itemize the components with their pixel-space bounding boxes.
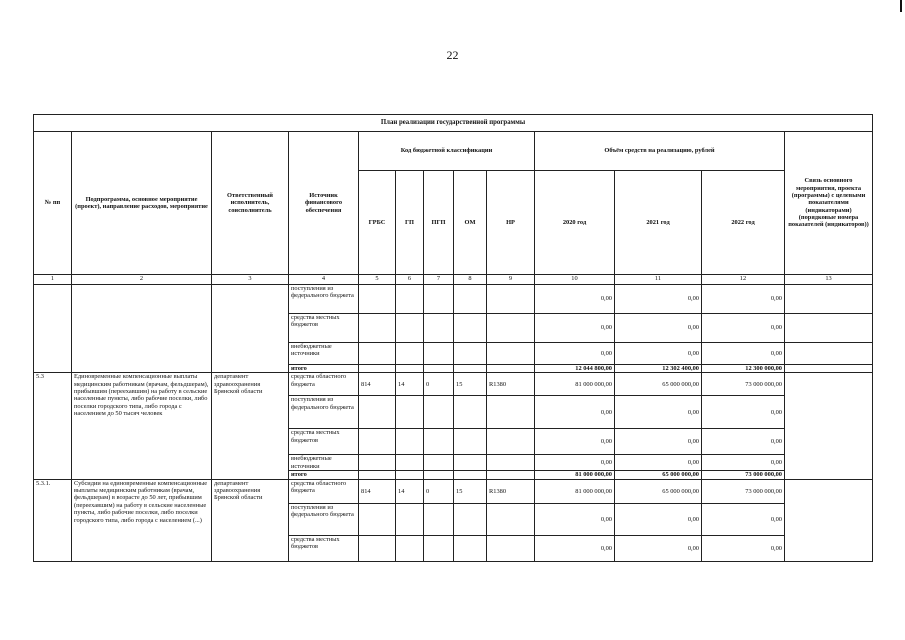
index-cell: 4 [289, 275, 359, 285]
cell-2020: 0,00 [535, 503, 615, 535]
column-index-row [34, 275, 873, 285]
cell-nr: R1380 [487, 479, 535, 503]
header-2022: 2022 год [702, 171, 785, 275]
cell-2021: 0,00 [615, 455, 702, 471]
index-cell: 10 [535, 275, 615, 285]
cell-pgp: 0 [424, 479, 454, 503]
header-subprogram: Подпрограмма, основное мероприятие (проект), направление расходов, мероприятие [72, 132, 212, 275]
cell-source: средства местных бюджетов [289, 429, 359, 455]
index-cell: 12 [702, 275, 785, 285]
cell-2021: 0,00 [615, 429, 702, 455]
cell-2021: 0,00 [615, 396, 702, 429]
cell-om: 15 [454, 373, 487, 396]
header-nr: НР [487, 171, 535, 275]
cell-2020: 0,00 [535, 285, 615, 314]
cell-om: 15 [454, 479, 487, 503]
index-cell: 3 [212, 275, 289, 285]
table-title: План реализации государственной программы [34, 115, 873, 132]
cell-source: внебюджетные источники [289, 343, 359, 365]
cell-name [72, 285, 212, 373]
cell-2021: 12 302 400,00 [615, 365, 702, 373]
cell-2021: 65 000 000,00 [615, 471, 702, 479]
index-cell: 2 [72, 275, 212, 285]
cell-2021: 0,00 [615, 503, 702, 535]
cell-2020: 81 000 000,00 [535, 471, 615, 479]
table-row [34, 373, 873, 396]
header-grbs: ГРБС [359, 171, 396, 275]
index-cell: 5 [359, 275, 396, 285]
cell-2022: 12 300 000,00 [702, 365, 785, 373]
cell-2022: 73 000 000,00 [702, 373, 785, 396]
cell-2022: 73 000 000,00 [702, 471, 785, 479]
program-plan-table [33, 114, 873, 562]
index-cell: 9 [487, 275, 535, 285]
cell-gp: 14 [396, 373, 424, 396]
header-source: Источник финансового обеспечения [289, 132, 359, 275]
cell-source: итого [289, 365, 359, 373]
cell-source: поступления из федерального бюджета [289, 285, 359, 314]
cell-2022: 0,00 [702, 343, 785, 365]
cell-responsible: департамент здравоохранения Брянской области [212, 373, 289, 479]
cell-2020: 0,00 [535, 314, 615, 343]
cell-2020: 0,00 [535, 343, 615, 365]
cell-num [34, 285, 72, 373]
header-num: № пп [34, 132, 72, 275]
cell-source: средства местных бюджетов [289, 314, 359, 343]
cell-2021: 0,00 [615, 343, 702, 365]
cell-gp: 14 [396, 479, 424, 503]
cell-2020: 0,00 [535, 429, 615, 455]
index-cell: 6 [396, 275, 424, 285]
cell-2021: 65 000 000,00 [615, 373, 702, 396]
cell-2022: 0,00 [702, 285, 785, 314]
page-edge-mark [900, 0, 902, 12]
cell-2021: 65 000 000,00 [615, 479, 702, 503]
cell-source: средства местных бюджетов [289, 535, 359, 561]
index-cell: 13 [785, 275, 873, 285]
header-budget-code: Код бюджетной классификации [359, 132, 535, 171]
index-cell: 7 [424, 275, 454, 285]
table-row [34, 285, 873, 314]
cell-num: 5.3.1. [34, 479, 72, 561]
cell-2020: 81 000 000,00 [535, 373, 615, 396]
header-2021: 2021 год [615, 171, 702, 275]
table-row [34, 479, 873, 503]
cell-2022: 0,00 [702, 396, 785, 429]
cell-source: средства областного бюджета [289, 479, 359, 503]
cell-2021: 0,00 [615, 285, 702, 314]
header-gp: ГП [396, 171, 424, 275]
cell-name: Субсидии на единовременные компенсационные выплаты медицинским работникам (врачам, фельдшерам) в возрасте до 50 лет, прибывшим (переехавшим) на работу в сельские населенные пункты, либо рабочие поселки, либо поселки городского типа, либо города с населением (...) [72, 479, 212, 561]
header-om: ОМ [454, 171, 487, 275]
header-link: Связь основного мероприятия, проекта (программы) с целевыми показателями (индикаторами) (порядковые номера показателей (индикаторов)) [785, 132, 873, 275]
page-number: 22 [446, 48, 459, 62]
cell-responsible: департамент здравоохранения Брянской области [212, 479, 289, 561]
cell-2020: 0,00 [535, 396, 615, 429]
cell-2021: 0,00 [615, 314, 702, 343]
header-2020: 2020 год [535, 171, 615, 275]
table-title-row [34, 115, 873, 132]
cell-2020: 81 000 000,00 [535, 479, 615, 503]
cell-responsible [212, 285, 289, 373]
header-pgp: ПГП [424, 171, 454, 275]
cell-source: внебюджетные источники [289, 455, 359, 471]
header-responsible: Ответственный исполнитель, соисполнитель [212, 132, 289, 275]
cell-2022: 0,00 [702, 314, 785, 343]
cell-2022: 0,00 [702, 535, 785, 561]
cell-2021: 0,00 [615, 535, 702, 561]
cell-2020: 0,00 [535, 455, 615, 471]
cell-source: средства областного бюджета [289, 373, 359, 396]
cell-name: Единовременные компенсационные выплаты медицинским работникам (врачам, фельдшерам), прибывшим (переехавшим) на работу в сельские населенные пункты, либо рабочие поселки, либо поселки городского типа, либо города с населением до 50 тысяч человек [72, 373, 212, 479]
cell-pgp: 0 [424, 373, 454, 396]
header-row-1 [34, 132, 873, 171]
cell-nr: R1380 [487, 373, 535, 396]
cell-source: поступления из федерального бюджета [289, 503, 359, 535]
cell-source: итого [289, 471, 359, 479]
cell-grbs: 814 [359, 373, 396, 396]
index-cell: 1 [34, 275, 72, 285]
cell-source: поступления из федерального бюджета [289, 396, 359, 429]
cell-2022: 0,00 [702, 429, 785, 455]
cell-2022: 0,00 [702, 455, 785, 471]
cell-2022: 73 000 000,00 [702, 479, 785, 503]
header-funds: Объём средств на реализацию, рублей [535, 132, 785, 171]
cell-num: 5.3 [34, 373, 72, 479]
cell-2020: 12 044 800,00 [535, 365, 615, 373]
cell-2020: 0,00 [535, 535, 615, 561]
cell-2022: 0,00 [702, 503, 785, 535]
cell-grbs: 814 [359, 479, 396, 503]
index-cell: 11 [615, 275, 702, 285]
index-cell: 8 [454, 275, 487, 285]
